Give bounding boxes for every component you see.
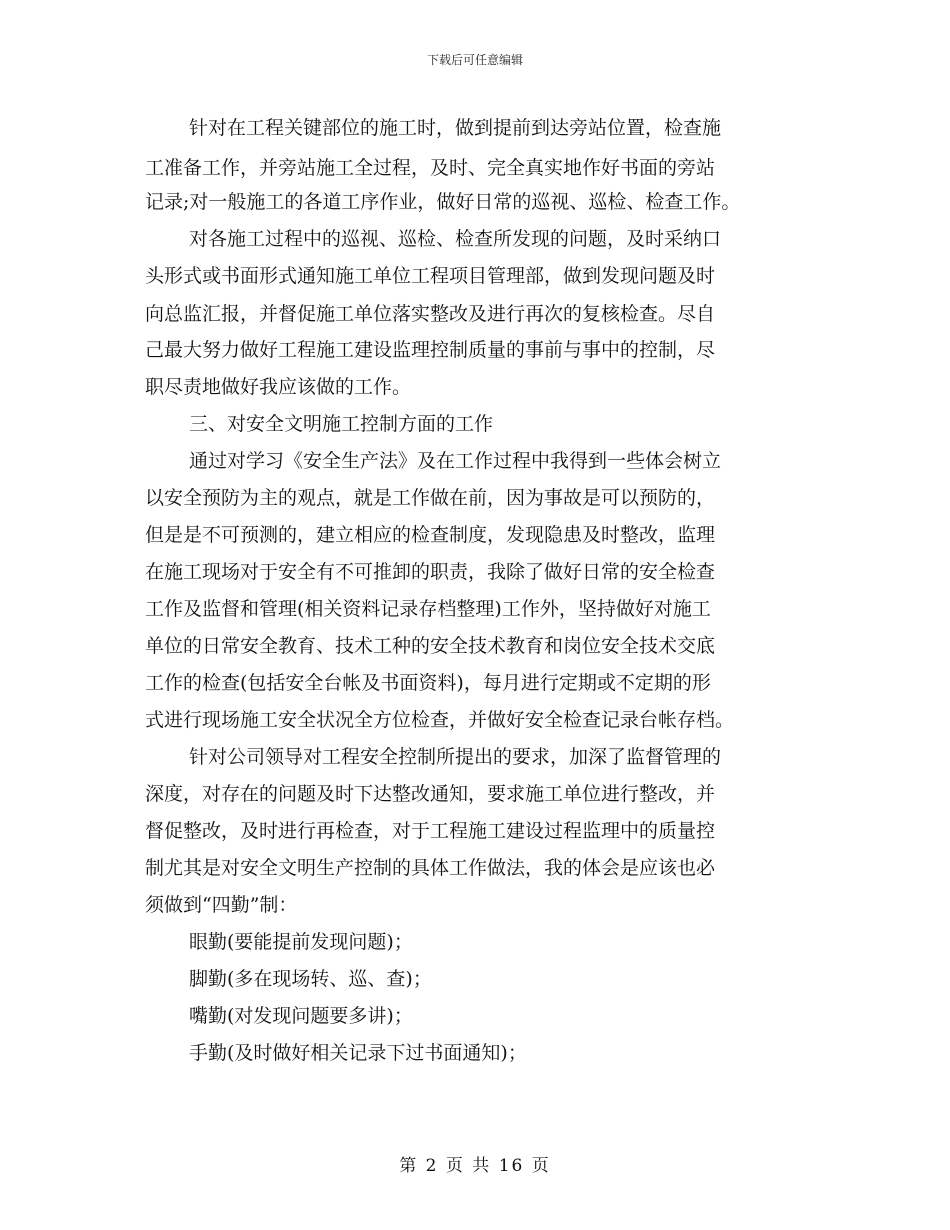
text-line: 制尤其是对安全文明生产控制的具体工作做法，我的体会是应该也必 xyxy=(145,857,716,879)
page-number: 第 2 页 共 16 页 xyxy=(399,1156,551,1176)
text-line: 通过对学习《安全生产法》及在工作过程中我得到一些体会树立 xyxy=(189,450,722,472)
list-item: 脚勤(多在现场转、巡、查)； xyxy=(189,968,432,990)
page-header: 下载后可任意编辑 xyxy=(426,53,523,67)
section-heading: 三、对安全文明施工控制方面的工作 xyxy=(189,413,494,435)
text-line: 职尽责地做好我应该做的工作。 xyxy=(145,376,412,398)
text-line: 单位的日常安全教育、技术工种的安全技术教育和岗位安全技术交底 xyxy=(145,635,716,657)
text-line: 须做到“四勤”制： xyxy=(145,894,298,916)
list-item: 嘴勤(对发现问题要多讲)； xyxy=(189,1005,413,1027)
text-line: 己最大努力做好工程施工建设监理控制质量的事前与事中的控制，尽 xyxy=(145,339,716,361)
text-line: 深度，对存在的问题及时下达整改通知，要求施工单位进行整改，并 xyxy=(145,783,716,805)
text-line: 在施工现场对于安全有不可推卸的职责，我除了做好日常的安全检查 xyxy=(145,561,716,583)
text-line: 针对公司领导对工程安全控制所提出的要求，加深了监督管理的 xyxy=(189,746,722,768)
text-line: 对各施工过程中的巡视、巡检、检查所发现的问题，及时采纳口 xyxy=(189,228,722,250)
text-line: 记录;对一般施工的各道工序作业，做好日常的巡视、巡检、检查工作。 xyxy=(145,191,741,213)
list-item: 眼勤(要能提前发现问题)； xyxy=(189,931,413,953)
text-line: 督促整改，及时进行再检查，对于工程施工建设过程监理中的质量控 xyxy=(145,820,716,842)
text-line: 向总监汇报，并督促施工单位落实整改及进行再次的复核检查。尽自 xyxy=(145,303,716,325)
text-line: 头形式或书面形式通知施工单位工程项目管理部，做到发现问题及时 xyxy=(145,265,716,287)
text-line: 但是是不可预测的，建立相应的检查制度，发现隐患及时整改，监理 xyxy=(145,524,716,546)
text-line: 针对在工程关键部位的施工时，做到提前到达旁站位置，检查施 xyxy=(189,117,722,139)
text-line: 工作及监督和管理(相关资料记录存档整理)工作外，坚持做好对施工 xyxy=(145,598,711,620)
text-line: 式进行现场施工安全状况全方位检查，并做好安全检查记录台帐存档。 xyxy=(145,709,735,731)
text-line: 工准备工作，并旁站施工全过程，及时、完全真实地作好书面的旁站 xyxy=(145,157,716,179)
list-item: 手勤(及时做好相关记录下过书面通知)； xyxy=(189,1042,527,1064)
text-line: 工作的检查(包括安全台帐及书面资料)，每月进行定期或不定期的形 xyxy=(145,672,711,694)
text-line: 以安全预防为主的观点，就是工作做在前，因为事故是可以预防的， xyxy=(145,487,716,509)
